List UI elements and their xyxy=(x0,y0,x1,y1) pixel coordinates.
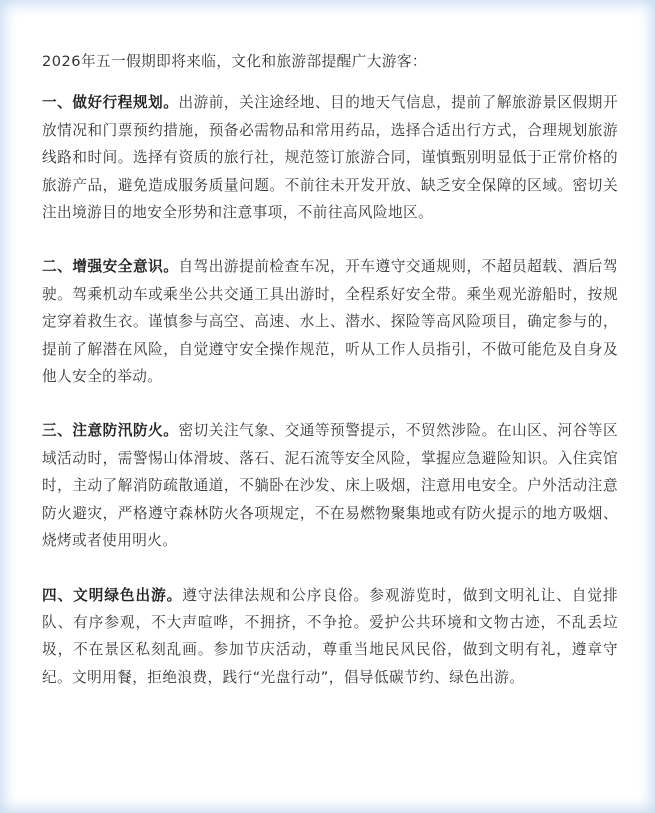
section-body: 自驾出游提前检查车况，开车遵守交通规则，不超员超载、酒后驾驶。驾乘机动车或乘坐公共交通工具出游时，全程系好安全带。乘坐观光游船时，按规定穿着救生衣。谨慎参与高空、高速、水上、潜水、探险等高风险项目，确定参与的，提前了解潜在风险，自觉遵守安全操作规范，听从工作人员指引，不做可能危及自身及他人安全的举动。 xyxy=(42,258,618,386)
section-1 xyxy=(42,89,618,226)
section-4 xyxy=(42,582,618,692)
section-heading: 三、注意防汛防火。 xyxy=(42,422,179,440)
intro-text: 2026年五一假期即将来临，文化和旅游部提醒广大游客： xyxy=(42,53,427,70)
section-heading: 二、增强安全意识。 xyxy=(42,258,179,276)
section-body: 密切关注气象、交通等预警提示，不贸然涉险。在山区、河谷等区域活动时，需警惕山体滑坡、落石、泥石流等安全风险，掌握应急避险知识。入住宾馆时，主动了解消防疏散通道，不躺卧在沙发、床上吸烟，注意用电安全。户外活动注意防火避灾，严格遵守森林防火各项规定，不在易燃物聚集地或有防火提示的地方吸烟、烧烤或者使用明火。 xyxy=(42,422,618,550)
section-heading: 一、做好行程规划。 xyxy=(42,94,179,112)
section-heading: 四、文明绿色出游。 xyxy=(42,586,183,604)
section-body: 出游前，关注途经地、目的地天气信息，提前了解旅游景区假期开放情况和门票预约措施，预备必需物品和常用药品，选择合适出行方式，合理规划旅游线路和时间。选择有资质的旅行社，规范签订旅游合同，谨慎甄别明显低于正常价格的旅游产品，避免造成服务质量问题。不前往未开发开放、缺乏安全保障的区域。密切关注出境游目的地安全形势和注意事项，不前往高风险地区。 xyxy=(42,94,618,222)
section-body: 遵守法律法规和公序良俗。参观游览时，做到文明礼让、自觉排队、有序参观，不大声喧哗，不拥挤，不争抢。爱护公共环境和文物古迹，不乱丢垃圾，不在景区私刻乱画。参加节庆活动，尊重当地民风民俗，做到文明有礼，遵章守纪。文明用餐，拒绝浪费，践行“光盘行动”，倡导低碳节约、绿色出游。 xyxy=(42,586,618,686)
section-3 xyxy=(42,417,618,554)
notice-content xyxy=(42,48,618,718)
section-2 xyxy=(42,253,618,390)
